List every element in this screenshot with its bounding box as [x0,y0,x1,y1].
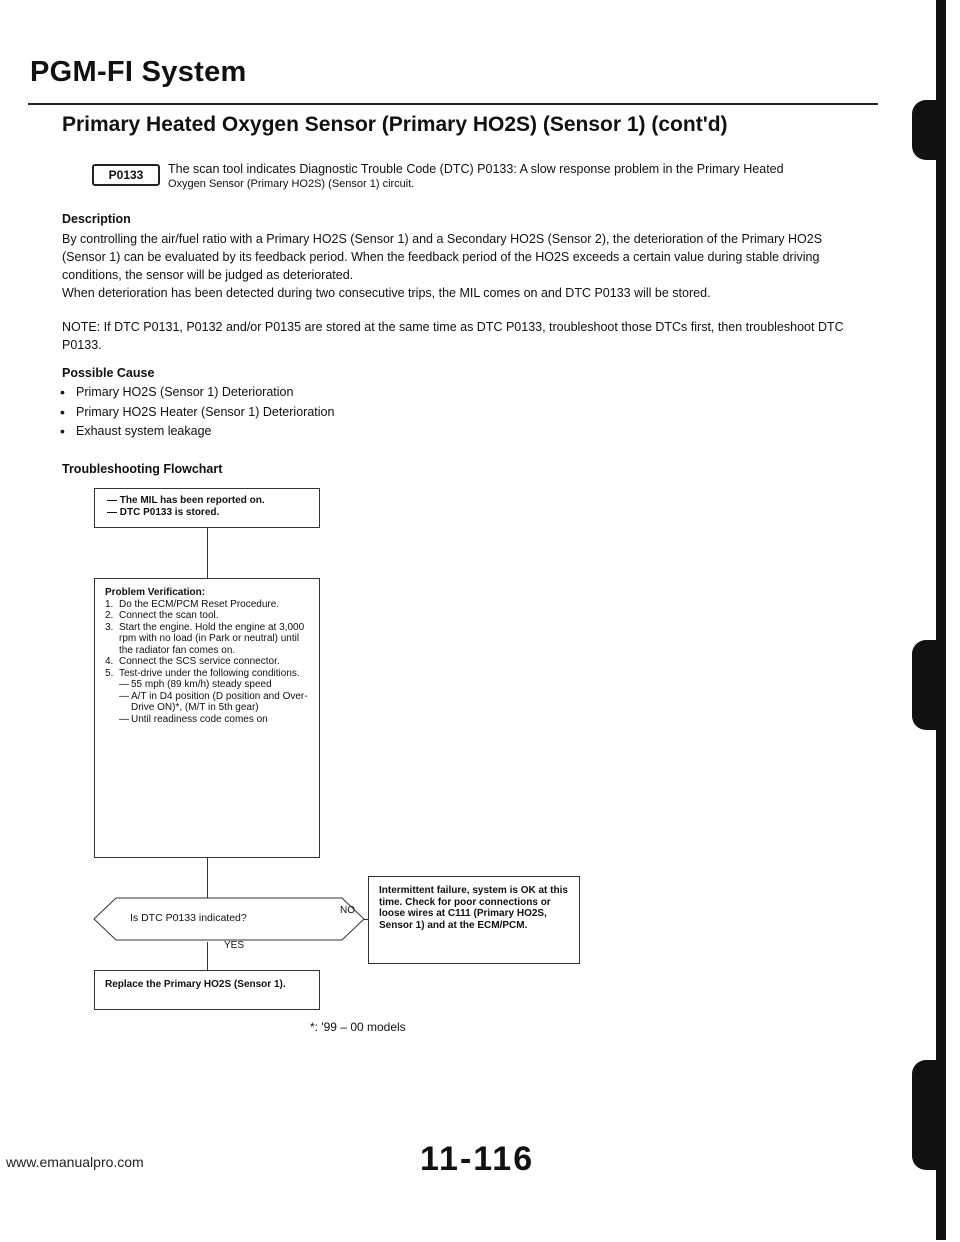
flow-decision-text: Is DTC P0133 indicated? [130,912,247,924]
section-subtitle: Primary Heated Oxygen Sensor (Primary HO2S) (Sensor 1) (cont'd) [62,113,728,136]
verification-step [105,622,311,657]
binding-edge [936,0,946,1240]
flow-connector [207,858,208,898]
section-tab [912,100,946,160]
step-text: Do the ECM/PCM Reset Procedure. [119,598,280,610]
cause-item: • Primary HO2S Heater (Sensor 1) Deterioration [58,403,558,423]
flow-start-line-1: — The MIL has been reported on. [107,495,265,506]
no-result-text: Intermittent failure, system is OK at this time. Check for poor connections or loose wires at C111 (Primary HO2S, Sensor 1) and at the ECM/PCM. [379,885,568,931]
flowchart-heading: Troubleshooting Flowchart [62,462,223,476]
step-text: Test-drive under the following conditions. [119,667,300,679]
flow-start-line-2: — DTC P0133 is stored. [107,506,220,518]
step-text: Start the engine. Hold the engine at 3,000 rpm with no load (in Park or neutral) until the radiator fan comes on. [119,621,305,656]
step-number: 4. [105,656,114,667]
flow-yes-label: YES [224,940,245,951]
description-para-1: By controlling the air/fuel ratio with a Primary HO2S (Sensor 1) and a Secondary HO2S (Sensor 2), the deterioration of the Primary HO2S (Sensor 1) can be evaluated by its feedback period. When the feedback period of the HO2S exceeds a certain value during stable driving conditions, the sensor will be judged as deteriorated. [62,232,823,282]
step-number: 5. [105,667,114,679]
dtc-line-2: Oxygen Sensor (Primary HO2S) (Sensor 1) circuit. [168,178,415,190]
title-rule [28,103,878,105]
flow-no-label: NO [340,905,355,916]
verification-title: Problem Verification: [105,587,206,598]
page-number: 11-116 [420,1140,535,1178]
flow-yes-line [207,942,208,970]
description-heading: Description [62,212,131,226]
flow-verification-box [94,578,320,858]
verification-steps [105,599,311,726]
yes-result-text: Replace the Primary HO2S (Sensor 1). [105,979,286,990]
flow-connector [207,528,208,578]
step-text: Connect the SCS service connector. [119,656,280,667]
flow-no-result-box [368,876,580,964]
description-note: NOTE: If DTC P0131, P0132 and/or P0135 are stored at the same time as DTC P0133, troubleshoot those DTCs first, then troubleshoot DTC P0133. [62,320,844,352]
step-number: 2. [105,610,114,621]
dtc-line-1: The scan tool indicates Diagnostic Trouble Code (DTC) P0133: A slow response problem in the Primary Heated [168,162,784,176]
causes-heading: Possible Cause [62,366,155,380]
dtc-code-box: P0133 [92,164,160,186]
source-url: www.emanualpro.com [6,1154,144,1170]
causes-list [58,383,558,442]
verification-step [105,599,311,611]
description-para-2: When deterioration has been detected during two consecutive trips, the MIL comes on and DTC P0133 will be stored. [62,286,711,300]
verification-step [105,610,311,622]
dtc-description [168,162,888,192]
flow-yes-result-box [94,970,320,1010]
test-condition: — Until readiness code comes on [119,714,311,726]
cause-item: • Primary HO2S (Sensor 1) Deterioration [58,383,558,403]
step-text: Connect the scan tool. [119,610,219,621]
step-number: 1. [105,598,114,610]
step-number: 3. [105,621,114,633]
flow-start-box [94,488,320,528]
test-conditions [119,679,311,725]
verification-step [105,656,311,668]
section-tab [912,640,946,730]
page-title: PGM-FI System [30,56,247,88]
footnote: *: '99 – 00 models [310,1020,406,1034]
section-tab [912,1060,946,1170]
cause-item: • Exhaust system leakage [58,422,558,442]
verification-step [105,668,311,726]
test-condition: — A/T in D4 position (D position and Over-Drive ON)*, (M/T in 5th gear) [119,691,311,714]
test-condition: — 55 mph (89 km/h) steady speed [119,679,311,691]
